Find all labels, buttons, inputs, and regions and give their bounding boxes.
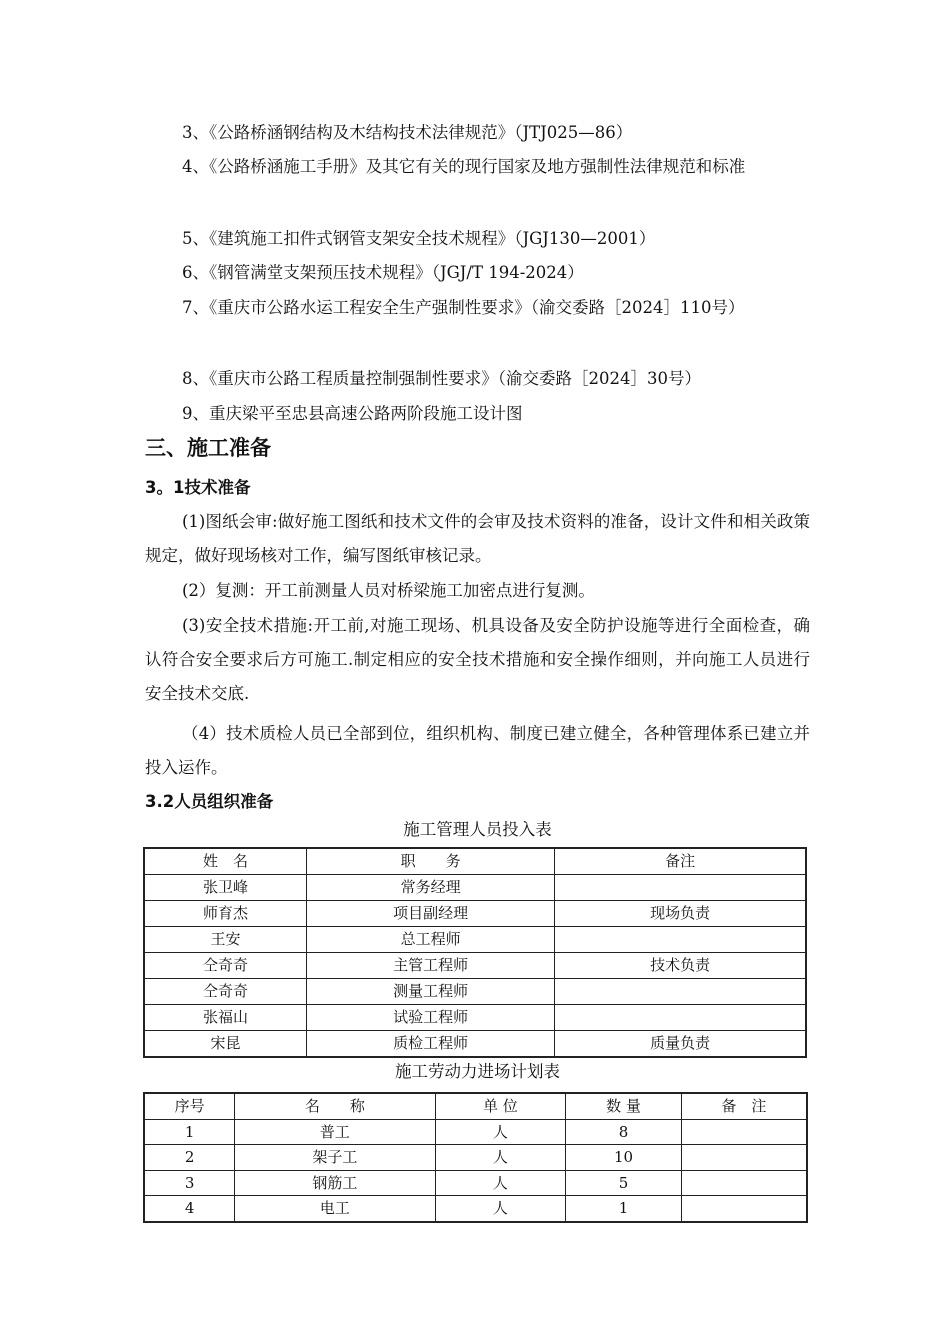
- table-cell: 主管工程师: [307, 953, 555, 979]
- table-row: [144, 953, 806, 979]
- reference-item: 5、《建筑施工扣件式钢管支架安全技术规程》（JGJ130—2001）: [182, 229, 656, 248]
- table-cell: 10: [566, 1145, 682, 1171]
- header-cell: 职 务: [307, 848, 555, 875]
- management-staff-table: [143, 847, 807, 1058]
- table-cell: 师育杰: [144, 901, 307, 927]
- table-cell: 宋昆: [144, 1031, 307, 1058]
- table-row: [144, 901, 806, 927]
- table-cell: 人: [435, 1196, 566, 1222]
- table-cell: 1: [144, 1119, 235, 1145]
- table-cell: 测量工程师: [307, 979, 555, 1005]
- table-cell: 仝奇奇: [144, 979, 307, 1005]
- table-cell: 张卫峰: [144, 875, 307, 901]
- reference-item: 3、《公路桥涵钢结构及木结构技术法律规范》（JTJ025—86）: [182, 123, 633, 142]
- header-cell: 数 量: [566, 1093, 682, 1119]
- table-row: [144, 1031, 806, 1058]
- table-cell: 总工程师: [307, 927, 555, 953]
- section-heading: 三、施工准备: [145, 436, 271, 460]
- table-cell: 普工: [235, 1119, 435, 1145]
- table-cell: 1: [566, 1196, 682, 1222]
- table-cell: 项目副经理: [307, 901, 555, 927]
- header-cell: 备 注: [681, 1093, 807, 1119]
- table-cell: 现场负责: [555, 901, 806, 927]
- header-cell: 名 称: [235, 1093, 435, 1119]
- table-row: [144, 1196, 807, 1222]
- table-cell: 人: [435, 1170, 566, 1196]
- paragraph: (3)安全技术措施:开工前,对施工现场、机具设备及安全防护设施等进行全面检查，确认符合安全要求后方可施工.制定相应的安全技术措施和安全操作细则，并向施工人员进行安全技术交底.: [145, 616, 810, 703]
- table-header-row: [144, 848, 806, 875]
- table-cell: 质量负责: [555, 1031, 806, 1058]
- table-cell: 试验工程师: [307, 1005, 555, 1031]
- table-cell: 4: [144, 1196, 235, 1222]
- header-cell: 姓 名: [144, 848, 307, 875]
- paragraph: （4）技术质检人员已全部到位，组织机构、制度已建立健全，各种管理体系已建立并投入运作。: [145, 724, 810, 777]
- table-cell: 仝奇奇: [144, 953, 307, 979]
- header-cell: 单 位: [435, 1093, 566, 1119]
- table-cell: [681, 1145, 807, 1171]
- reference-item: 6、《钢管满堂支架预压技术规程》（JGJ/T 194-2024）: [182, 263, 584, 282]
- subsection-heading-tech: 3。1技术准备: [145, 478, 251, 497]
- table-cell: 架子工: [235, 1145, 435, 1171]
- table-cell: [681, 1196, 807, 1222]
- paragraph: (2）复测：开工前测量人员对桥梁施工加密点进行复测。: [182, 581, 595, 600]
- table-cell: 电工: [235, 1196, 435, 1222]
- table-cell: 3: [144, 1170, 235, 1196]
- table-cell: 5: [566, 1170, 682, 1196]
- table-caption: 施工劳动力进场计划表: [395, 1062, 560, 1081]
- reference-item: 7、《重庆市公路水运工程安全生产强制性要求》（渝交委路［2024］110号）: [182, 298, 745, 317]
- header-cell: 序号: [144, 1093, 235, 1119]
- table-row: [144, 1145, 807, 1171]
- table-row: [144, 875, 806, 901]
- table-cell: [555, 875, 806, 901]
- reference-item: 4、《公路桥涵施工手册》及其它有关的现行国家及地方强制性法律规范和标准: [182, 157, 746, 176]
- table-row: [144, 1119, 807, 1145]
- table-cell: 人: [435, 1119, 566, 1145]
- header-cell: 备注: [555, 848, 806, 875]
- table-cell: 常务经理: [307, 875, 555, 901]
- table-row: [144, 1005, 806, 1031]
- table-cell: [681, 1119, 807, 1145]
- table-cell: 8: [566, 1119, 682, 1145]
- subsection-heading-staff: 3.2人员组织准备: [145, 792, 274, 811]
- table-row: [144, 979, 806, 1005]
- table-cell: 技术负责: [555, 953, 806, 979]
- labor-plan-table: [143, 1092, 808, 1223]
- table-cell: [555, 1005, 806, 1031]
- table-cell: 人: [435, 1145, 566, 1171]
- table-cell: [555, 979, 806, 1005]
- table-caption: 施工管理人员投入表: [403, 820, 552, 839]
- table-cell: 钢筋工: [235, 1170, 435, 1196]
- table-cell: 质检工程师: [307, 1031, 555, 1058]
- table-cell: 2: [144, 1145, 235, 1171]
- table-cell: 张福山: [144, 1005, 307, 1031]
- paragraph: (1)图纸会审:做好施工图纸和技术文件的会审及技术资料的准备，设计文件和相关政策规定，做好现场核对工作，编写图纸审核记录。: [145, 512, 810, 565]
- table-cell: [681, 1170, 807, 1196]
- table-cell: [555, 927, 806, 953]
- table-row: [144, 1170, 807, 1196]
- table-header-row: [144, 1093, 807, 1119]
- reference-item: 9、重庆梁平至忠县高速公路两阶段施工设计图: [182, 404, 523, 423]
- table-cell: 王安: [144, 927, 307, 953]
- reference-item: 8、《重庆市公路工程质量控制强制性要求》（渝交委路［2024］30号）: [182, 369, 701, 388]
- table-row: [144, 927, 806, 953]
